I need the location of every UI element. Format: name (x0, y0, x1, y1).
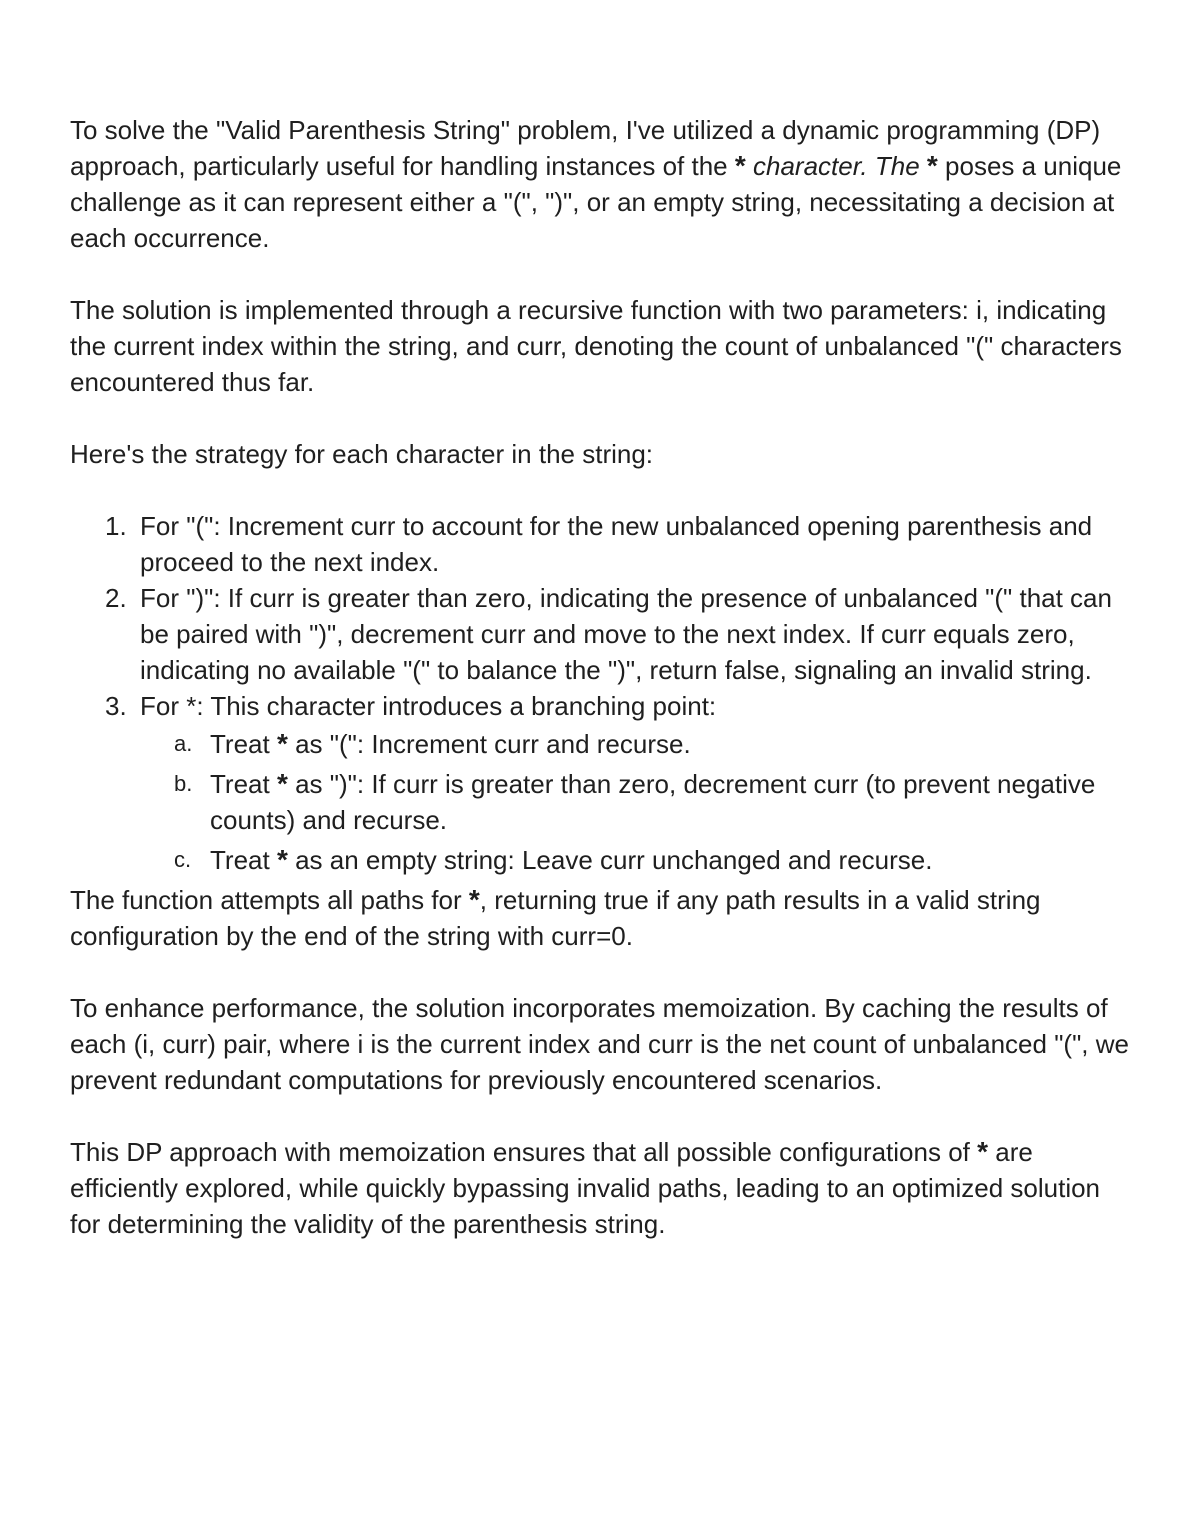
conclusion-text-a: This DP approach with memoization ensures that all possible configurations of (70, 1137, 978, 1167)
solution-paragraph: The solution is implemented through a recursive function with two parameters: i, indicating the current index within the string, and curr, denoting the count of unbalanced "(" characters encountered thus far. (70, 295, 1122, 397)
function-paragraph (70, 882, 1130, 954)
intro-text-c: poses a unique challenge as it can represent either a "(", ")", or an empty string, necessitating a decision at each occurrence. (70, 151, 1122, 253)
asterisk-glyph: * (276, 844, 288, 875)
sublist-text-post: as an empty string: Leave curr unchanged and recurse. (287, 845, 933, 875)
list-item-text: For ")": If curr is greater than zero, indicating the presence of unbalanced "(" that can be paired with ")", decrement curr and move to the next index. If curr equals zero, indicating no available "(" to balance the ")", return false, signaling an invalid string. (140, 583, 1112, 685)
strategy-list (70, 508, 1130, 878)
list-item-text: For "(": Increment curr to account for the new unbalanced opening parenthesis and proceed to the next index. (140, 511, 1093, 577)
branch-sublist (140, 726, 1130, 878)
list-number: 1. (105, 511, 127, 541)
sublist-text-post: as "(": Increment curr and recurse. (287, 729, 691, 759)
function-text-b: , returning true if any path results in a valid string configuration by the end of the string with curr=0. (70, 885, 1041, 951)
sublist-text-pre: Treat (210, 769, 277, 799)
list-item-text: For *: This character introduces a branching point: (140, 691, 717, 721)
asterisk-glyph: * (734, 150, 746, 181)
conclusion-paragraph (70, 1134, 1130, 1242)
sublist-item (174, 842, 1130, 878)
asterisk-glyph: * (468, 884, 480, 915)
sublist-text-post: as ")": If curr is greater than zero, decrement curr (to prevent negative counts) and recurse. (210, 769, 1096, 835)
asterisk-glyph: * (276, 728, 288, 759)
conclusion-text-b: are efficiently explored, while quickly bypassing invalid paths, leading to an optimized solution for determining the validity of the parenthesis string. (70, 1137, 1101, 1239)
list-item (105, 688, 1130, 878)
intro-text-a: To solve the "Valid Parenthesis String" problem, I've utilized a dynamic programming (DP) approach, particularly useful for handling instances of the (70, 115, 1101, 181)
document-body (70, 112, 1130, 1242)
asterisk-glyph: * (926, 150, 938, 181)
asterisk-glyph: * (977, 1136, 989, 1167)
memoization-paragraph: To enhance performance, the solution incorporates memoization. By caching the results of each (i, curr) pair, where i is the current index and curr is the net count of unbalanced "(", we prevent redundant computations for previously encountered scenarios. (70, 993, 1129, 1095)
list-item (105, 508, 1130, 580)
intro-text-italic: character. The (752, 151, 920, 181)
list-number: 2. (105, 583, 127, 613)
list-item (105, 580, 1130, 688)
sublist-item (174, 726, 1130, 762)
sublist-letter: b. (174, 771, 193, 796)
sublist-letter: c. (174, 847, 192, 872)
sublist-item (174, 766, 1130, 838)
sublist-text-pre: Treat (210, 729, 277, 759)
function-text-a: The function attempts all paths for (70, 885, 469, 915)
strategy-heading: Here's the strategy for each character in the string: (70, 439, 654, 469)
sublist-letter: a. (174, 731, 193, 756)
list-number: 3. (105, 691, 127, 721)
asterisk-glyph: * (276, 768, 288, 799)
sublist-text-pre: Treat (210, 845, 277, 875)
intro-paragraph (70, 112, 1130, 256)
